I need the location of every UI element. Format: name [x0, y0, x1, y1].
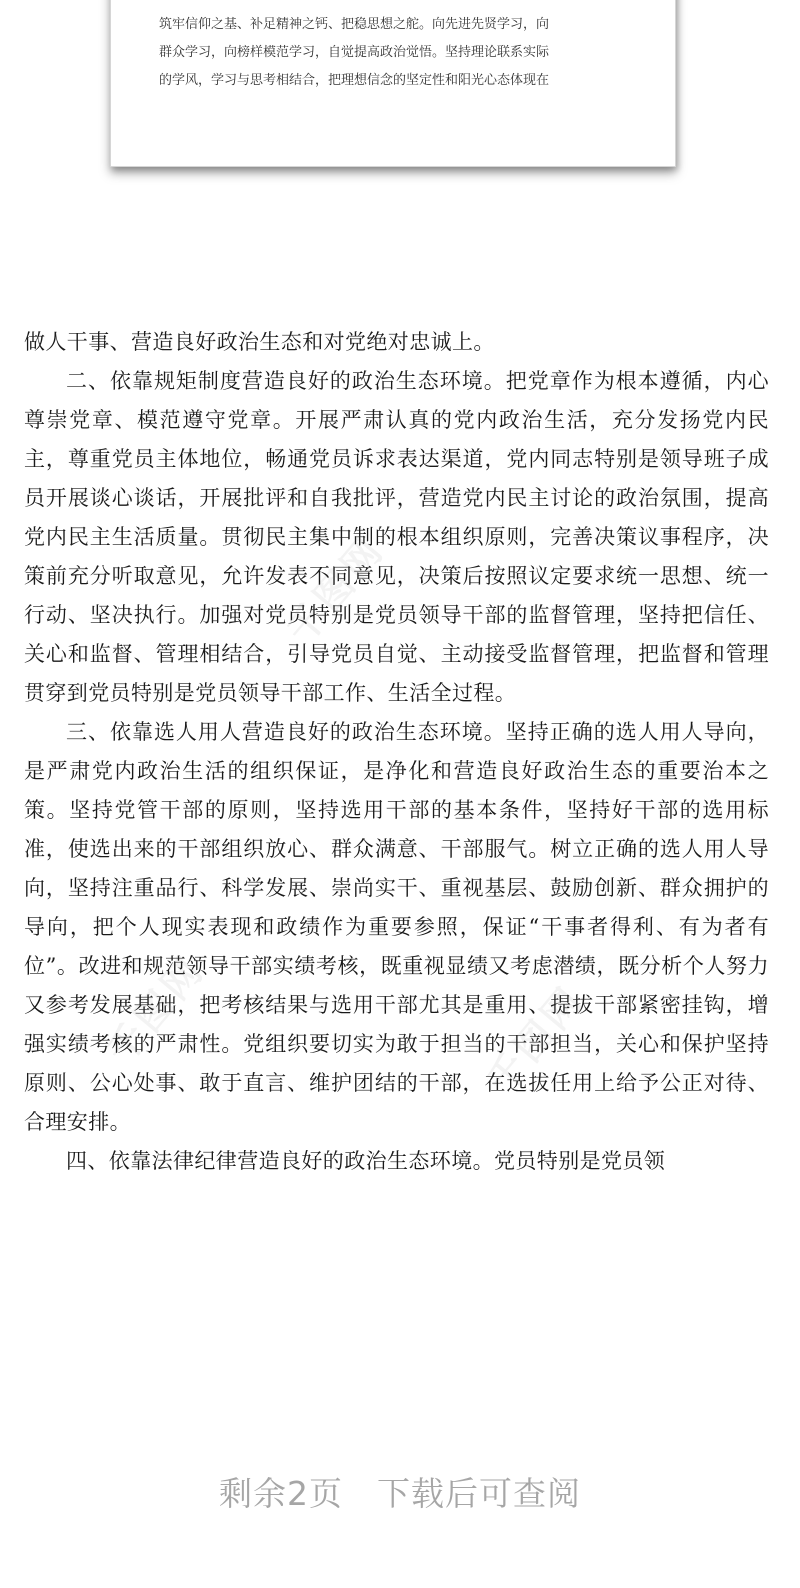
watermark: 千图网: [98, 947, 214, 1073]
document-body: [24, 323, 769, 1181]
remaining-pages-label: 剩余2页: [219, 1474, 343, 1513]
remaining-pages-notice[interactable]: [0, 1468, 800, 1515]
paragraph-section-3: 三、依靠选人用人营造良好的政治生态环境。坚持正确的选人用人导向，是严肃党内政治生活的组织保证，是净化和营造良好政治生态的重要治本之策。坚持党管干部的原则，坚持选用干部的基本条件，坚持好干部的选用标准，使选出来的干部组织放心、群众满意、干部服气。树立正确的选人用人导向，坚持注重品行、科学发展、崇尚实干、重视基层、鼓励创新、群众拥护的导向，把个人现实表现和政绩作为重要参照，保证“干事者得利、有为者有位”。改进和规范领导干部实绩考核，既重视显绩又考虑潜绩，既分析个人努力又参考发展基础，把考核结果与选用干部尤其是重用、提拔干部紧密挂钩，增强实绩考核的严肃性。党组织要切实为敢于担当的干部担当，关心和保护坚持原则、公心处事、敢于直言、维护团结的干部，在选拔任用上给予公正对待、合理安排。: [24, 720, 769, 1134]
paragraph-section-2: 二、依靠规矩制度营造良好的政治生态环境。把党章作为根本遵循，内心尊崇党章、模范遵守党章。开展严肃认真的党内政治生活，充分发扬党内民主，尊重党员主体地位，畅通党员诉求表达渠道，党内同志特别是领导班子成员开展谈心谈话，开展批评和自我批评，营造党内民主讨论的政治氛围，提高党内民主生活质量。贯彻民主集中制的根本组织原则，完善决策议事程序，决策前充分听取意见，允许发表不同意见，决策后按照议定要求统一思想、统一行动、坚决执行。加强对党员特别是党员领导干部的监督管理，坚持把信任、关心和监督、管理相结合，引导党员自觉、主动接受监督管理，把监督和管理贯穿到党员特别是党员领导干部工作、生活全过程。: [24, 369, 769, 705]
paragraph-continuation: 做人干事、营造良好政治生态和对党绝对忠诚上。: [24, 330, 495, 354]
preview-text: [159, 11, 639, 95]
previous-page-preview: [110, 0, 676, 167]
preview-line: 的学风，学习与思考相结合，把理想信念的坚定性和阳光心态体现在: [159, 73, 550, 88]
download-to-view-label: 下载后可查阅: [377, 1474, 581, 1513]
paragraph-section-4: 四、依靠法律纪律营造良好的政治生态环境。党员特别是党员领: [66, 1149, 666, 1173]
preview-line: 群众学习，向榜样模范学习，自觉提高政治觉悟。坚持理论联系实际: [159, 45, 550, 60]
preview-line: 筑牢信仰之基、补足精神之钙、把稳思想之舵。向先进先贤学习，向: [159, 17, 550, 32]
watermark: 千图网: [478, 977, 594, 1103]
watermark: 千图网: [278, 527, 394, 653]
